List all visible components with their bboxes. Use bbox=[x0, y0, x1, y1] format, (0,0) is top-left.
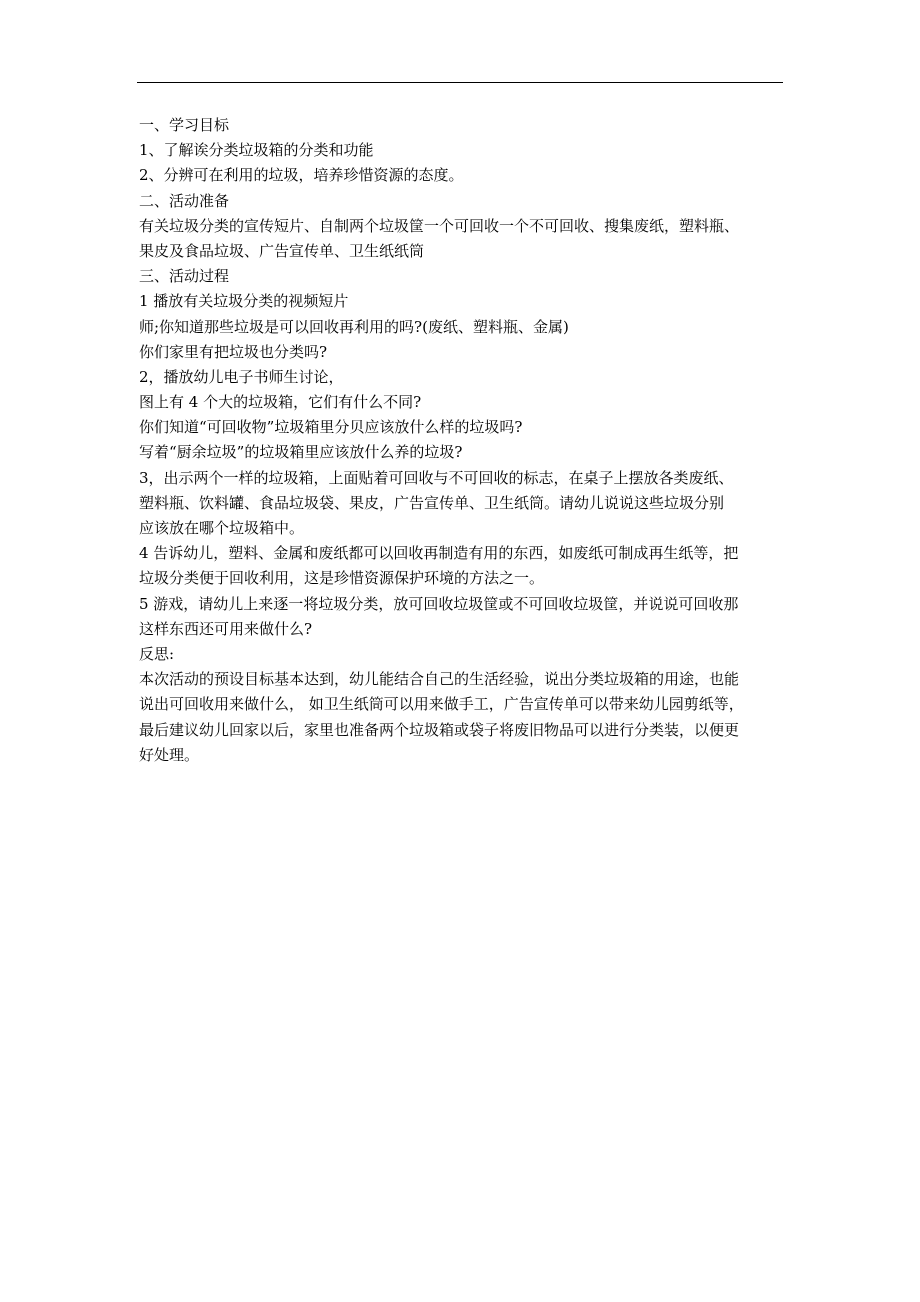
process-step-line: 3，出示两个一样的垃圾箱，上面贴着可回收与不可回收的标志，在桌子上摆放各类废纸、 bbox=[139, 468, 734, 487]
process-step-line: 塑料瓶、饮料罐、食品垃圾袋、果皮，广告宣传单、卫生纸筒。请幼儿说说这些垃圾分别 bbox=[139, 493, 725, 512]
process-step-line: 你们知道“可回收物”垃圾箱里分贝应该放什么样的垃圾吗? bbox=[139, 418, 523, 437]
section-heading-preparation: 二、活动准备 bbox=[139, 191, 230, 210]
reflection-text-line: 最后建议幼儿回家以后，家里也准备两个垃圾箱或袋子将废旧物品可以进行分类装，以便更 bbox=[139, 720, 740, 739]
goal-item-1: 1、了解诶分类垃圾箱的分类和功能 bbox=[139, 141, 374, 160]
process-step-line: 5 游戏，请幼儿上来逐一将垃圾分类，放可回收垃圾筐或不可回收垃圾筐，并说说可回收那 bbox=[139, 594, 739, 613]
process-step-line: 4 告诉幼儿，塑料、金属和废纸都可以回收再制造有用的东西，如废纸可制成再生纸等，把 bbox=[139, 544, 739, 563]
section-heading-reflection: 反思: bbox=[139, 644, 175, 663]
header-rule bbox=[137, 82, 783, 83]
reflection-text-line: 说出可回收用来做什么， 如卫生纸筒可以用来做手工，广告宣传单可以带来幼儿园剪纸等， bbox=[139, 695, 744, 714]
section-heading-goals: 一、学习目标 bbox=[139, 116, 230, 134]
document-body bbox=[139, 113, 789, 768]
process-step-line: 应该放在哪个垃圾箱中。 bbox=[139, 519, 305, 537]
reflection-text-line: 本次活动的预设目标基本达到，幼儿能结合自己的生活经验，说出分类垃圾箱的用途，也能 bbox=[139, 670, 740, 689]
preparation-text-line: 有关垃圾分类的宣传短片、自制两个垃圾筐一个可回收一个不可回收、搜集废纸，塑料瓶、 bbox=[139, 216, 740, 235]
section-heading-process: 三、活动过程 bbox=[139, 267, 230, 286]
process-step-line: 垃圾分类便于回收利用，这是珍惜资源保护环境的方法之一。 bbox=[139, 569, 545, 588]
reflection-text-line: 好处理。 bbox=[139, 745, 200, 764]
process-step-line: 图上有 4 个大的垃圾箱，它们有什么不同? bbox=[139, 393, 422, 412]
preparation-text-line: 果皮及食品垃圾、广告宣传单、卫生纸纸筒 bbox=[139, 241, 425, 260]
process-step-line: 师;你知道那些垃圾是可以回收再利用的吗?(废纸、塑料瓶、金属) bbox=[139, 317, 569, 336]
process-step-line: 1 播放有关垃圾分类的视频短片 bbox=[139, 292, 349, 311]
process-step-line: 写着“厨余垃圾”的垃圾箱里应该放什么养的垃圾? bbox=[139, 443, 463, 462]
process-step-line: 这样东西还可用来做什么? bbox=[139, 619, 313, 638]
goal-item-2: 2、分辨可在利用的垃圾，培养珍惜资源的态度。 bbox=[139, 166, 464, 185]
process-step-line: 2，播放幼儿电子书师生讨论， bbox=[139, 367, 344, 386]
process-step-line: 你们家里有把垃圾也分类吗? bbox=[139, 342, 328, 361]
